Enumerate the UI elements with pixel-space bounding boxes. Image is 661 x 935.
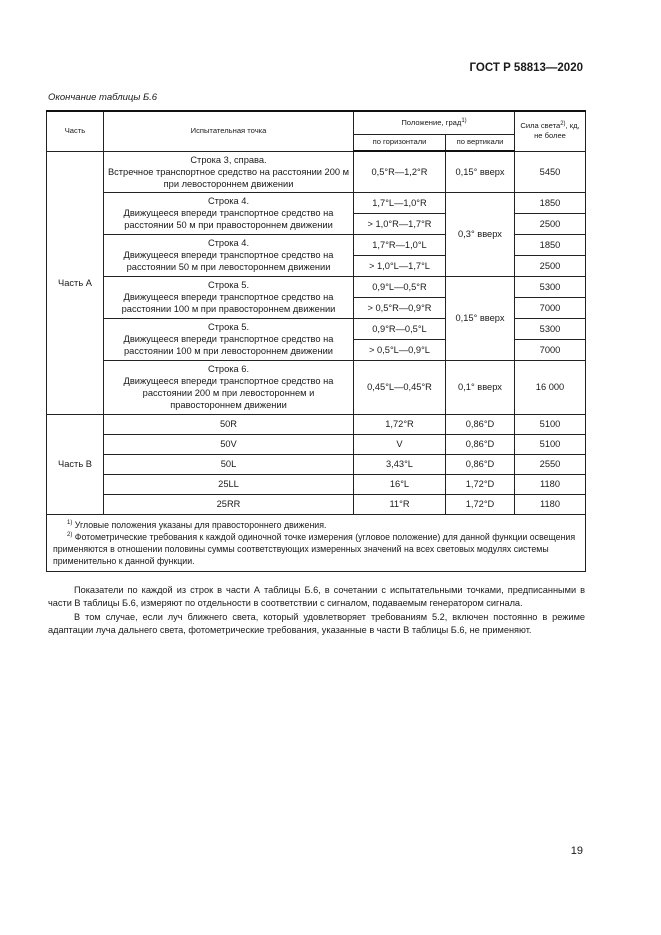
- test-point-cell: 25RR: [104, 494, 354, 514]
- intensity-cell: 5300: [515, 318, 586, 339]
- body-text: [48, 584, 585, 638]
- intensity-cell: 16 000: [515, 360, 586, 414]
- vertical-cell: 0,86°D: [446, 454, 515, 474]
- test-point-cell: Строка 3, справа. Встречное транспортное средство на расстоянии 200 м при левостороннем движении: [104, 151, 354, 192]
- document-header: ГОСТ Р 58813—2020: [469, 62, 583, 74]
- footnote-2: $^{2)}$ Фотометрические требования к каждой одиночной точке измерения (угловое положение) для данной функции освещения применяются в отношении половины суммы соответствующих измеренных значений на всех световых модулях системы применительно к данной функции.: [53, 531, 576, 566]
- table-footnotes: [47, 514, 586, 571]
- horizontal-cell: > 0,5°R—0,9°R: [354, 297, 446, 318]
- test-point-cell: 50L: [104, 454, 354, 474]
- intensity-cell: 1850: [515, 234, 586, 255]
- vertical-cell: 0,1° вверх: [446, 360, 515, 414]
- intensity-cell: 5100: [515, 434, 586, 454]
- horizontal-cell: 0,9°L—0,5°R: [354, 276, 446, 297]
- col-header-intensity: Сила света$^{2)}$, кд, не более: [515, 111, 586, 151]
- paragraph: В том случае, если луч ближнего света, который удовлетворяет требованиям 5.2, включен постоянно в режиме адаптации луча дальнего света, фотометрические требования, указанные в части В таблицы Б.6, не применяют.: [48, 611, 585, 636]
- col-header-horizontal: по горизонтали: [354, 134, 446, 151]
- col-header-vertical: по вертикали: [446, 134, 515, 151]
- intensity-cell: 1180: [515, 474, 586, 494]
- horizontal-cell: 1,7°L—1,0°R: [354, 192, 446, 213]
- vertical-cell: 1,72°D: [446, 494, 515, 514]
- paragraph: Показатели по каждой из строк в части А таблицы Б.6, в сочетании с испытательными точками, предписанными в части В таблицы Б.6, измеряют по отдельности в соответствии с сигналом, подаваемым генератором сигнала.: [48, 585, 585, 609]
- intensity-cell: 2500: [515, 213, 586, 234]
- page-number: 19: [570, 845, 583, 857]
- col-header-position: Положение, град$^{1)}$: [354, 111, 515, 134]
- test-point-cell: Строка 5. Движущееся впереди транспортное средство на расстоянии 100 м при правостороннем движении: [104, 276, 354, 318]
- intensity-cell: 1180: [515, 494, 586, 514]
- horizontal-cell: > 1,0°R—1,7°R: [354, 213, 446, 234]
- intensity-cell: 2500: [515, 255, 586, 276]
- intensity-cell: 7000: [515, 339, 586, 360]
- vertical-cell: 0,3° вверх: [446, 192, 515, 276]
- intensity-cell: 1850: [515, 192, 586, 213]
- test-point-cell: 50V: [104, 434, 354, 454]
- vertical-cell: 0,86°D: [446, 434, 515, 454]
- part-a-label: Часть А: [47, 151, 104, 414]
- test-point-cell: Строка 5. Движущееся впереди транспортное средство на расстоянии 100 м при левостороннем движении: [104, 318, 354, 360]
- intensity-cell: 5450: [515, 151, 586, 192]
- horizontal-cell: 16°L: [354, 474, 446, 494]
- col-header-part: Часть: [47, 111, 104, 151]
- test-point-cell: 25LL: [104, 474, 354, 494]
- vertical-cell: 0,15° вверх: [446, 151, 515, 192]
- horizontal-cell: 1,7°R—1,0°L: [354, 234, 446, 255]
- test-point-cell: Строка 4. Движущееся впереди транспортное средство на расстоянии 50 м при левостороннем движении: [104, 234, 354, 276]
- intensity-cell: 7000: [515, 297, 586, 318]
- vertical-cell: 0,15° вверх: [446, 276, 515, 360]
- horizontal-cell: 3,43°L: [354, 454, 446, 474]
- horizontal-cell: > 0,5°L—0,9°L: [354, 339, 446, 360]
- intensity-cell: 5100: [515, 414, 586, 434]
- test-point-cell: Строка 6. Движущееся впереди транспортное средство на расстоянии 200 м при левостороннем и правостороннем движении: [104, 360, 354, 414]
- table-caption: Окончание таблицы Б.6: [48, 92, 158, 103]
- horizontal-cell: 0,45°L—0,45°R: [354, 360, 446, 414]
- vertical-cell: 1,72°D: [446, 474, 515, 494]
- horizontal-cell: 0,9°R—0,5°L: [354, 318, 446, 339]
- photometric-table: [46, 110, 586, 572]
- horizontal-cell: V: [354, 434, 446, 454]
- part-b-label: Часть В: [47, 414, 104, 514]
- intensity-cell: 2550: [515, 454, 586, 474]
- horizontal-cell: 1,72°R: [354, 414, 446, 434]
- footnote-1: $^{1)}$ Угловые положения указаны для правостороннего движения.: [67, 519, 327, 530]
- vertical-cell: 0,86°D: [446, 414, 515, 434]
- test-point-cell: 50R: [104, 414, 354, 434]
- horizontal-cell: > 1,0°L—1,7°L: [354, 255, 446, 276]
- col-header-test-point: Испытательная точка: [104, 111, 354, 151]
- intensity-cell: 5300: [515, 276, 586, 297]
- test-point-cell: Строка 4. Движущееся впереди транспортное средство на расстоянии 50 м при правостороннем движении: [104, 192, 354, 234]
- horizontal-cell: 0,5°R—1,2°R: [354, 151, 446, 192]
- horizontal-cell: 11°R: [354, 494, 446, 514]
